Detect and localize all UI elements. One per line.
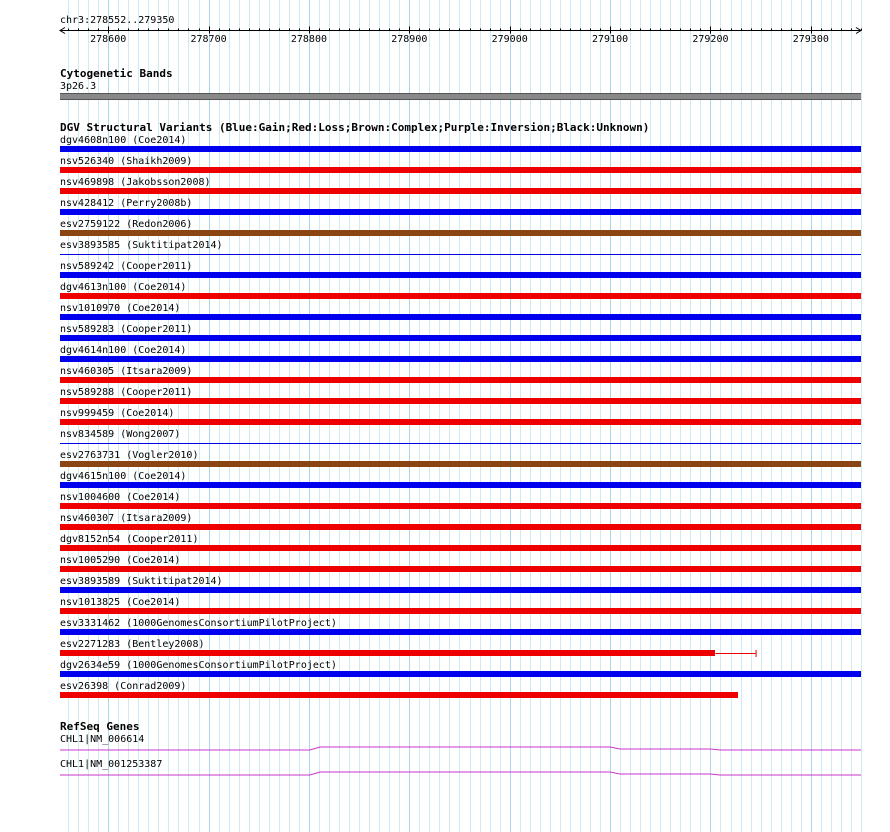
coordinate-ruler[interactable]: [0, 0, 890, 50]
variant-label[interactable]: nsv469898 (Jakobsson2008): [60, 177, 211, 188]
ruler-tick-label: 278900: [391, 34, 428, 45]
variant-bar[interactable]: [60, 671, 861, 677]
variant-label[interactable]: nsv526340 (Shaikh2009): [60, 156, 193, 167]
variant-label[interactable]: nsv589283 (Cooper2011): [60, 324, 193, 335]
ruler-tick-label: 278700: [190, 34, 227, 45]
variant-label[interactable]: esv2763731 (Vogler2010): [60, 450, 199, 461]
variant-bar[interactable]: [60, 692, 738, 698]
variant-label[interactable]: esv2271283 (Bentley2008): [60, 639, 205, 650]
ruler-tick-label: 279300: [792, 34, 829, 45]
gene-model[interactable]: [0, 765, 890, 779]
variant-label[interactable]: nsv999459 (Coe2014): [60, 408, 175, 419]
variant-bar[interactable]: [60, 377, 861, 383]
variant-label[interactable]: nsv1010970 (Coe2014): [60, 303, 181, 314]
variant-bar[interactable]: [60, 230, 861, 236]
variant-ci-whisker: [0, 648, 890, 660]
variant-bar[interactable]: [60, 443, 861, 444]
cytoband-label: 3p26.3: [60, 81, 97, 92]
dgv-track-title: DGV Structural Variants (Blue:Gain;Red:Loss;Brown:Complex;Purple:Inversion;Black:Unknown): [60, 121, 650, 134]
variant-bar[interactable]: [60, 524, 861, 530]
ruler-tick-label: 278600: [90, 34, 127, 45]
variant-label[interactable]: nsv1013825 (Coe2014): [60, 597, 181, 608]
variant-label[interactable]: esv2759122 (Redon2006): [60, 219, 193, 230]
ruler-tick-label: 278800: [290, 34, 327, 45]
gene-label[interactable]: CHL1|NM_001253387: [60, 759, 163, 770]
variant-label[interactable]: dgv4608n100 (Coe2014): [60, 135, 187, 146]
variant-bar[interactable]: [60, 272, 861, 278]
variant-label[interactable]: nsv834589 (Wong2007): [60, 429, 181, 440]
variant-bar[interactable]: [60, 398, 861, 404]
gene-label[interactable]: CHL1|NM_006614: [60, 734, 145, 745]
variant-label[interactable]: nsv589288 (Cooper2011): [60, 387, 193, 398]
variant-bar[interactable]: [60, 503, 861, 509]
variant-label[interactable]: dgv4615n100 (Coe2014): [60, 471, 187, 482]
cytoband-bar[interactable]: [60, 93, 861, 100]
gene-model[interactable]: [0, 740, 890, 754]
variant-bar[interactable]: [60, 335, 861, 341]
variant-bar[interactable]: [60, 545, 861, 551]
variant-label[interactable]: esv3893585 (Suktitipat2014): [60, 240, 223, 251]
variant-bar[interactable]: [60, 587, 861, 593]
variant-label[interactable]: nsv460305 (Itsara2009): [60, 366, 193, 377]
variant-bar[interactable]: [60, 566, 861, 572]
variant-label[interactable]: nsv460307 (Itsara2009): [60, 513, 193, 524]
variant-bar[interactable]: [60, 482, 861, 488]
variant-bar[interactable]: [60, 167, 861, 173]
variant-label[interactable]: nsv1004600 (Coe2014): [60, 492, 181, 503]
variant-bar[interactable]: [60, 254, 861, 255]
variant-bar[interactable]: [60, 146, 861, 152]
variant-bar[interactable]: [60, 419, 861, 425]
ruler-tick-label: 279100: [591, 34, 629, 45]
variant-label[interactable]: esv3893589 (Suktitipat2014): [60, 576, 223, 587]
variant-label[interactable]: nsv428412 (Perry2008b): [60, 198, 193, 209]
ruler-tick-label: 279200: [692, 34, 729, 45]
variant-bar[interactable]: [60, 314, 861, 320]
variant-label[interactable]: esv3331462 (1000GenomesConsortiumPilotProject): [60, 618, 337, 629]
ruler-tick-label: 279000: [491, 34, 528, 45]
variant-label[interactable]: dgv4613n100 (Coe2014): [60, 282, 187, 293]
variant-bar[interactable]: [60, 629, 861, 635]
variant-label[interactable]: nsv589242 (Cooper2011): [60, 261, 193, 272]
variant-bar[interactable]: [60, 188, 861, 194]
variant-label[interactable]: dgv8152n54 (Cooper2011): [60, 534, 199, 545]
variant-label[interactable]: dgv4614n100 (Coe2014): [60, 345, 187, 356]
cytoband-track-title: Cytogenetic Bands: [60, 67, 173, 80]
locus-label: chr3:278552..279350: [60, 15, 175, 26]
variant-bar[interactable]: [60, 356, 861, 362]
variant-bar[interactable]: [60, 461, 861, 467]
variant-bar[interactable]: [60, 209, 861, 215]
variant-bar[interactable]: [60, 608, 861, 614]
variant-label[interactable]: dgv2634e59 (1000GenomesConsortiumPilotProject): [60, 660, 337, 671]
refseq-track-title: RefSeq Genes: [60, 720, 140, 733]
variant-label[interactable]: nsv1005290 (Coe2014): [60, 555, 181, 566]
variant-bar[interactable]: [60, 293, 861, 299]
variant-label[interactable]: esv26398 (Conrad2009): [60, 681, 187, 692]
